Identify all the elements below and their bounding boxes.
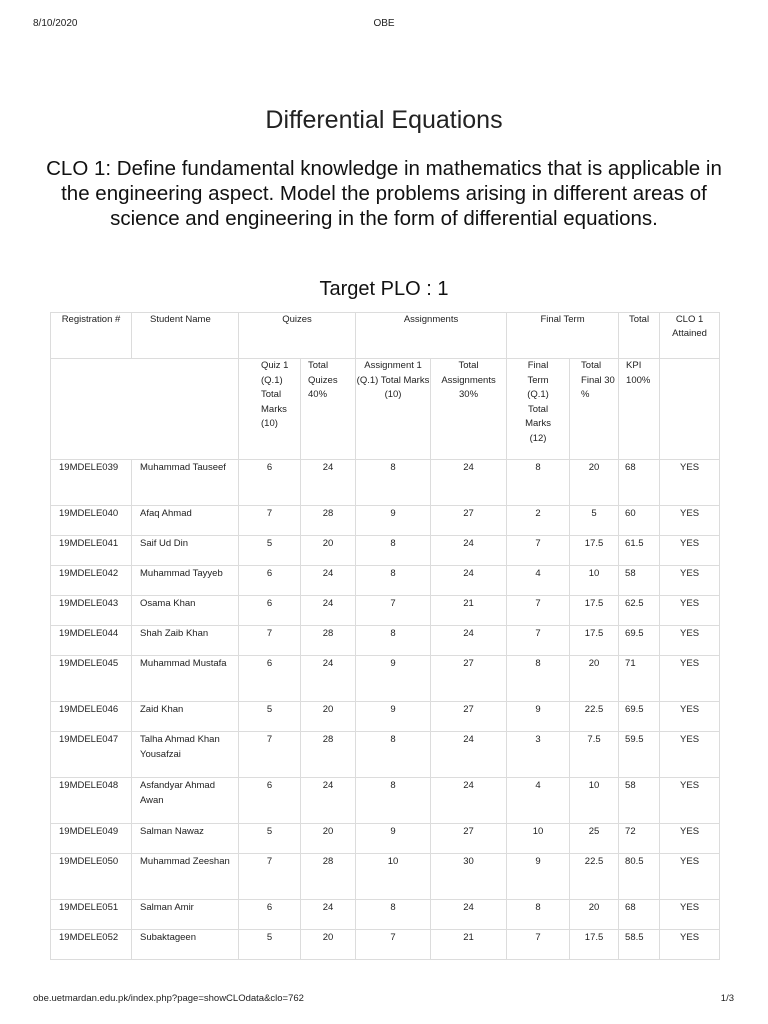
final-term-cell: 3 bbox=[507, 732, 570, 778]
total-assignments-cell: 27 bbox=[431, 824, 507, 854]
total-assignments-cell: 27 bbox=[431, 702, 507, 732]
total-quizes-cell: 24 bbox=[301, 778, 356, 824]
clo-attained-cell: YES bbox=[660, 596, 720, 626]
clo-attained-cell: YES bbox=[660, 506, 720, 536]
assignment1-cell: 8 bbox=[356, 626, 431, 656]
assignment1-cell: 9 bbox=[356, 656, 431, 702]
student-name-cell: Shah Zaib Khan bbox=[132, 626, 239, 656]
final-term-cell: 7 bbox=[507, 596, 570, 626]
total-final-cell: 25 bbox=[570, 824, 619, 854]
student-name-cell: Muhammad Tayyeb bbox=[132, 566, 239, 596]
subheader-total-final: Total Final 30 % bbox=[570, 359, 619, 460]
subheader-empty bbox=[51, 359, 239, 460]
final-term-cell: 4 bbox=[507, 566, 570, 596]
quiz1-cell: 6 bbox=[239, 596, 301, 626]
header-quizes: Quizes bbox=[239, 313, 356, 359]
student-name-cell: Osama Khan bbox=[132, 596, 239, 626]
table-header-row bbox=[51, 313, 720, 359]
table-row bbox=[51, 778, 720, 824]
total-assignments-cell: 30 bbox=[431, 854, 507, 900]
assignment1-cell: 8 bbox=[356, 536, 431, 566]
total-quizes-cell: 24 bbox=[301, 460, 356, 506]
table-row bbox=[51, 930, 720, 960]
total-cell: 69.5 bbox=[619, 626, 660, 656]
quiz1-cell: 7 bbox=[239, 506, 301, 536]
total-cell: 80.5 bbox=[619, 854, 660, 900]
student-name-cell: Salman Nawaz bbox=[132, 824, 239, 854]
final-term-cell: 4 bbox=[507, 778, 570, 824]
assignment1-cell: 7 bbox=[356, 930, 431, 960]
total-final-cell: 22.5 bbox=[570, 702, 619, 732]
total-quizes-cell: 28 bbox=[301, 732, 356, 778]
registration-cell: 19MDELE051 bbox=[51, 900, 132, 930]
total-assignments-cell: 21 bbox=[431, 930, 507, 960]
student-name-cell: Salman Amir bbox=[132, 900, 239, 930]
clo-results-table bbox=[50, 312, 720, 960]
total-cell: 59.5 bbox=[619, 732, 660, 778]
total-assignments-cell: 24 bbox=[431, 778, 507, 824]
student-name-cell: Saif Ud Din bbox=[132, 536, 239, 566]
clo-attained-cell: YES bbox=[660, 732, 720, 778]
student-name-cell: Afaq Ahmad bbox=[132, 506, 239, 536]
registration-cell: 19MDELE048 bbox=[51, 778, 132, 824]
quiz1-cell: 5 bbox=[239, 536, 301, 566]
clo-attained-cell: YES bbox=[660, 900, 720, 930]
table-row bbox=[51, 566, 720, 596]
registration-cell: 19MDELE045 bbox=[51, 656, 132, 702]
clo-attained-cell: YES bbox=[660, 536, 720, 566]
total-final-cell: 10 bbox=[570, 566, 619, 596]
clo-attained-cell: YES bbox=[660, 854, 720, 900]
total-quizes-cell: 24 bbox=[301, 596, 356, 626]
table-body bbox=[51, 460, 720, 960]
subheader-empty-attained bbox=[660, 359, 720, 460]
total-cell: 60 bbox=[619, 506, 660, 536]
table-row bbox=[51, 460, 720, 506]
table-row bbox=[51, 596, 720, 626]
total-quizes-cell: 24 bbox=[301, 900, 356, 930]
total-assignments-cell: 27 bbox=[431, 506, 507, 536]
total-final-cell: 5 bbox=[570, 506, 619, 536]
final-term-cell: 9 bbox=[507, 702, 570, 732]
total-assignments-cell: 24 bbox=[431, 536, 507, 566]
header-final-term: Final Term bbox=[507, 313, 619, 359]
subheader-quiz1: Quiz 1 (Q.1) Total Marks (10) bbox=[239, 359, 301, 460]
final-term-cell: 2 bbox=[507, 506, 570, 536]
total-final-cell: 20 bbox=[570, 656, 619, 702]
student-name-cell: Asfandyar Ahmad Awan bbox=[132, 778, 239, 824]
student-name-cell: Talha Ahmad Khan Yousafzai bbox=[132, 732, 239, 778]
total-cell: 58.5 bbox=[619, 930, 660, 960]
total-final-cell: 7.5 bbox=[570, 732, 619, 778]
header-total: Total bbox=[619, 313, 660, 359]
print-header-title: OBE bbox=[373, 18, 395, 29]
registration-cell: 19MDELE042 bbox=[51, 566, 132, 596]
total-quizes-cell: 20 bbox=[301, 824, 356, 854]
total-final-cell: 10 bbox=[570, 778, 619, 824]
assignment1-cell: 9 bbox=[356, 824, 431, 854]
total-assignments-cell: 21 bbox=[431, 596, 507, 626]
total-final-cell: 20 bbox=[570, 900, 619, 930]
table-row bbox=[51, 854, 720, 900]
print-footer-page-number: 1/3 bbox=[720, 993, 734, 1004]
total-quizes-cell: 28 bbox=[301, 854, 356, 900]
total-assignments-cell: 24 bbox=[431, 900, 507, 930]
quiz1-cell: 6 bbox=[239, 460, 301, 506]
total-final-cell: 17.5 bbox=[570, 930, 619, 960]
subheader-assignment1: Assignment 1 (Q.1) Total Marks (10) bbox=[356, 359, 431, 460]
quiz1-cell: 7 bbox=[239, 626, 301, 656]
table-row bbox=[51, 824, 720, 854]
total-cell: 68 bbox=[619, 900, 660, 930]
header-student-name: Student Name bbox=[132, 313, 239, 359]
assignment1-cell: 8 bbox=[356, 732, 431, 778]
total-cell: 58 bbox=[619, 778, 660, 824]
total-quizes-cell: 24 bbox=[301, 656, 356, 702]
total-assignments-cell: 24 bbox=[431, 732, 507, 778]
total-cell: 69.5 bbox=[619, 702, 660, 732]
student-name-cell: Muhammad Zeeshan bbox=[132, 854, 239, 900]
quiz1-cell: 5 bbox=[239, 824, 301, 854]
total-quizes-cell: 28 bbox=[301, 506, 356, 536]
total-cell: 68 bbox=[619, 460, 660, 506]
total-final-cell: 17.5 bbox=[570, 626, 619, 656]
subheader-total-quizes: Total Quizes 40% bbox=[301, 359, 356, 460]
assignment1-cell: 8 bbox=[356, 900, 431, 930]
registration-cell: 19MDELE050 bbox=[51, 854, 132, 900]
quiz1-cell: 6 bbox=[239, 566, 301, 596]
student-name-cell: Subaktageen bbox=[132, 930, 239, 960]
total-cell: 61.5 bbox=[619, 536, 660, 566]
header-clo-attained: CLO 1 Attained bbox=[660, 313, 720, 359]
assignment1-cell: 8 bbox=[356, 460, 431, 506]
assignment1-cell: 8 bbox=[356, 778, 431, 824]
final-term-cell: 7 bbox=[507, 536, 570, 566]
student-name-cell: Muhammad Mustafa bbox=[132, 656, 239, 702]
quiz1-cell: 7 bbox=[239, 732, 301, 778]
assignment1-cell: 9 bbox=[356, 506, 431, 536]
registration-cell: 19MDELE039 bbox=[51, 460, 132, 506]
table-row bbox=[51, 536, 720, 566]
quiz1-cell: 7 bbox=[239, 854, 301, 900]
quiz1-cell: 5 bbox=[239, 930, 301, 960]
quiz1-cell: 5 bbox=[239, 702, 301, 732]
total-final-cell: 22.5 bbox=[570, 854, 619, 900]
final-term-cell: 8 bbox=[507, 900, 570, 930]
total-cell: 58 bbox=[619, 566, 660, 596]
subheader-total-assignments: Total Assignments 30% bbox=[431, 359, 507, 460]
total-assignments-cell: 27 bbox=[431, 656, 507, 702]
registration-cell: 19MDELE046 bbox=[51, 702, 132, 732]
student-name-cell: Muhammad Tauseef bbox=[132, 460, 239, 506]
table-row bbox=[51, 506, 720, 536]
registration-cell: 19MDELE040 bbox=[51, 506, 132, 536]
assignment1-cell: 7 bbox=[356, 596, 431, 626]
clo-attained-cell: YES bbox=[660, 824, 720, 854]
clo-attained-cell: YES bbox=[660, 460, 720, 506]
print-date: 8/10/2020 bbox=[33, 18, 78, 29]
table-subheader-row bbox=[51, 359, 720, 460]
table-row bbox=[51, 656, 720, 702]
target-plo: Target PLO : 1 bbox=[319, 278, 449, 300]
total-cell: 71 bbox=[619, 656, 660, 702]
registration-cell: 19MDELE044 bbox=[51, 626, 132, 656]
header-assignments: Assignments bbox=[356, 313, 507, 359]
assignment1-cell: 8 bbox=[356, 566, 431, 596]
registration-cell: 19MDELE043 bbox=[51, 596, 132, 626]
quiz1-cell: 6 bbox=[239, 900, 301, 930]
registration-cell: 19MDELE041 bbox=[51, 536, 132, 566]
clo-attained-cell: YES bbox=[660, 702, 720, 732]
subheader-final-term-q1: Final Term (Q.1) Total Marks (12) bbox=[507, 359, 570, 460]
total-final-cell: 17.5 bbox=[570, 536, 619, 566]
total-assignments-cell: 24 bbox=[431, 626, 507, 656]
table-row bbox=[51, 702, 720, 732]
assignment1-cell: 10 bbox=[356, 854, 431, 900]
total-final-cell: 20 bbox=[570, 460, 619, 506]
total-cell: 72 bbox=[619, 824, 660, 854]
header-registration: Registration # bbox=[51, 313, 132, 359]
table-row bbox=[51, 900, 720, 930]
final-term-cell: 10 bbox=[507, 824, 570, 854]
clo-attained-cell: YES bbox=[660, 778, 720, 824]
quiz1-cell: 6 bbox=[239, 778, 301, 824]
clo-attained-cell: YES bbox=[660, 930, 720, 960]
registration-cell: 19MDELE049 bbox=[51, 824, 132, 854]
clo-attained-cell: YES bbox=[660, 626, 720, 656]
student-name-cell: Zaid Khan bbox=[132, 702, 239, 732]
total-quizes-cell: 20 bbox=[301, 536, 356, 566]
quiz1-cell: 6 bbox=[239, 656, 301, 702]
table-row bbox=[51, 732, 720, 778]
final-term-cell: 8 bbox=[507, 656, 570, 702]
final-term-cell: 7 bbox=[507, 930, 570, 960]
final-term-cell: 7 bbox=[507, 626, 570, 656]
assignment1-cell: 9 bbox=[356, 702, 431, 732]
total-quizes-cell: 20 bbox=[301, 930, 356, 960]
total-quizes-cell: 24 bbox=[301, 566, 356, 596]
total-final-cell: 17.5 bbox=[570, 596, 619, 626]
total-quizes-cell: 20 bbox=[301, 702, 356, 732]
course-title: Differential Equations bbox=[265, 106, 503, 134]
total-cell: 62.5 bbox=[619, 596, 660, 626]
table-row bbox=[51, 626, 720, 656]
total-quizes-cell: 28 bbox=[301, 626, 356, 656]
subheader-kpi: KPI 100% bbox=[619, 359, 660, 460]
final-term-cell: 8 bbox=[507, 460, 570, 506]
clo-description: CLO 1: Define fundamental knowledge in mathematics that is applicable in the engineering aspect. Model the problems arising in different areas of science and engineering in the form of differential equations. bbox=[46, 157, 722, 230]
registration-cell: 19MDELE047 bbox=[51, 732, 132, 778]
clo-attained-cell: YES bbox=[660, 656, 720, 702]
final-term-cell: 9 bbox=[507, 854, 570, 900]
print-footer-url: obe.uetmardan.edu.pk/index.php?page=showCLOdata&clo=762 bbox=[33, 993, 304, 1004]
clo-attained-cell: YES bbox=[660, 566, 720, 596]
total-assignments-cell: 24 bbox=[431, 460, 507, 506]
total-assignments-cell: 24 bbox=[431, 566, 507, 596]
registration-cell: 19MDELE052 bbox=[51, 930, 132, 960]
